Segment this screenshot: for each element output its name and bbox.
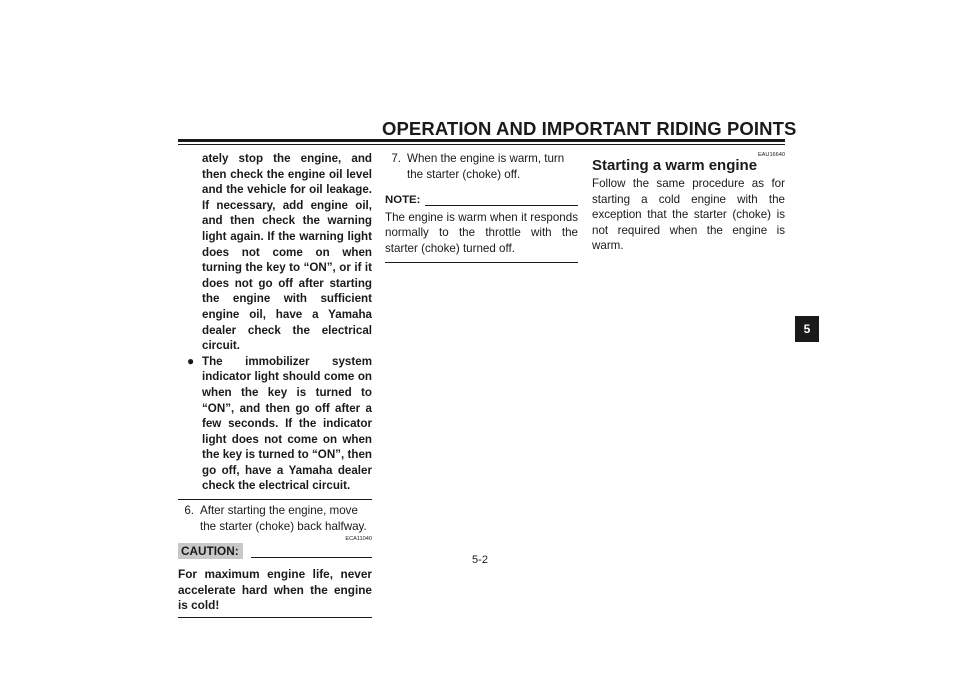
header-rule-thick: [178, 139, 785, 142]
step-text: After starting the engine, move the starter (choke) back halfway.: [200, 504, 367, 533]
section-header: [592, 151, 785, 174]
column-right: [592, 151, 785, 254]
section-body: Follow the same procedure as for starting a cold engine with the exception that the starter (choke) is not required when the engine is warm.: [592, 177, 785, 253]
bullet-icon: ●: [187, 353, 195, 368]
caution-rule: [251, 557, 372, 558]
step-6: [178, 503, 372, 534]
step-number: 7.: [391, 152, 401, 165]
bullet-item-immobilizer: [178, 354, 372, 494]
step-7: [385, 151, 578, 182]
caution-reference-code: ECA11040: [345, 536, 372, 543]
warning-continuation-text: ately stop the engine, and then check the engine oil level and the vehicle for oil leakage. If necessary, add engine oil, and then check the warning light again. If the warning light does not come on when turning the key to “ON”, or if it does not go off after starting the engine with sufficient engine oil, have a Yamaha dealer check the electrical circuit.: [202, 152, 372, 353]
step-number: 6.: [184, 504, 194, 518]
warning-end-divider: [178, 499, 372, 500]
bullet-text: The immobilizer system indicator light should come on when the key is turned to “ON”, and then go off after a few seconds. If the indicator light does not come on when the key is turned to “ON”, then go off, have a Yamaha dealer check the electrical circuit.: [202, 354, 372, 493]
section-reference-code: EAU16640: [757, 152, 785, 158]
caution-text: For maximum engine life, never accelerate hard when the engine is cold!: [178, 567, 372, 613]
header-rule-thin: [178, 144, 785, 145]
note-text: The engine is warm when it responds normally to the throttle with the starter (choke) turned off.: [385, 210, 578, 255]
section-title: Starting a warm engine: [592, 157, 758, 174]
note-end-divider: [385, 262, 578, 263]
note-rule: [425, 205, 578, 206]
note-label: NOTE:: [385, 194, 421, 207]
column-middle: [385, 151, 578, 263]
page-header-title: OPERATION AND IMPORTANT RIDING POINTS: [382, 118, 797, 139]
caution-end-divider: [178, 617, 372, 618]
chapter-tab: 5: [795, 316, 819, 342]
step-text: When the engine is warm, turn the starter (choke) off.: [407, 152, 565, 181]
page-number: 5-2: [472, 554, 488, 566]
caution-header: [178, 543, 372, 559]
column-left: [178, 151, 372, 618]
note-header: [385, 193, 578, 209]
caution-label: CAUTION:: [178, 543, 243, 559]
